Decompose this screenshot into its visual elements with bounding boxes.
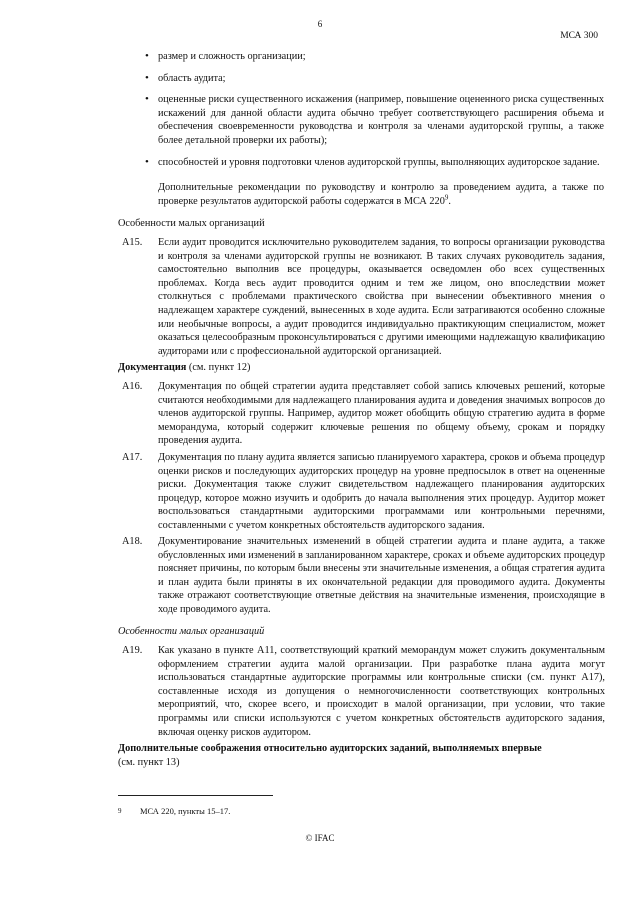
list-item: [145, 50, 604, 64]
paragraph-text: Документирование значительных изменений в общей стратегии аудита и плане аудита, а также обусловленных ими изменений в запланированном характере, сроках и объеме аудиторских процедур поясняет причины, по которым были внесены эти значительные изменения, а общая стратегия аудита и план аудита были приняты в их окончательной редакции для проводимого аудита. Документы также отражают соответствующие ответные действия на значительные изменения, происходящие в ходе проводимого аудита.: [158, 536, 605, 615]
heading-ref: (см. пункт 13): [118, 756, 180, 768]
paragraph-text: Документация по плану аудита является записью планируемого характера, сроков и объема процедур оценки рисков и последующих аудиторских процедур на уровне предпосылок в ответ на оцененные риски. Документация также служит свидетельством надлежащего планирования аудиторских процедур, которое можно изучить и одобрить до начала выполнения этих процедур. Аудитор может воспользоваться стандартными аудиторскими программами или контрольными перечнями, составленными с учетом конкретных обстоятельств аудиторского задания.: [158, 452, 605, 531]
list-item: [145, 155, 604, 170]
footnote-divider: [118, 795, 273, 796]
first-engagement-heading: [118, 742, 605, 769]
heading-bold: Документация: [118, 362, 187, 373]
paragraph-number: A19.: [122, 645, 143, 656]
list-item: [145, 93, 604, 147]
paragraph-a18: [122, 535, 605, 617]
paragraph-a17: [122, 451, 605, 533]
heading-bold: Дополнительные соображения относительно аудиторских заданий, выполняемых впервые: [118, 743, 542, 754]
additional-guidance: [158, 181, 604, 208]
standard-code: МСА 300: [560, 31, 598, 41]
small-entities-heading-2: Особенности малых организаций: [118, 626, 265, 637]
bullet-text: размер и сложность организации;: [158, 51, 306, 62]
heading-ref: (см. пункт 12): [186, 362, 251, 373]
paragraph-a16: [122, 380, 605, 448]
bullet-text: область аудита;: [158, 72, 226, 84]
bullet-text: способностей и уровня подготовки членов аудиторской группы, выполняющих аудиторское задание.: [158, 156, 600, 168]
bullet-icon: •: [145, 50, 149, 62]
small-entities-heading: Особенности малых организаций: [118, 218, 265, 229]
paragraph-number: A17.: [122, 452, 143, 463]
paragraph-number: A18.: [122, 536, 143, 547]
paragraph-a15: [122, 236, 605, 358]
paragraph-text: Если аудит проводится исключительно руководителем задания, то вопросы организации руководства и контроля за членами аудиторской группы не возникают. В таких случаях руководитель задания, самостоятельно выполнив все процедуры, оказывается осведомлен обо всех существенных проблемах. Когда весь аудит проводится одним и тем же лицом, оно впоследствии может столкнуться с проблемами практического свойства при вынесении объективного мнения о надлежащем характере суждений, вынесенных в ходе аудита. Если затрагиваются особенно сложные или необычные вопросы, а аудит проводится индивидуально практикующим специалистом, может оказаться целесообразным проконсультироваться с другими имеющими надлежащую квалификацию аудиторами или с профессиональной аудиторской организацией.: [158, 237, 605, 357]
bullet-icon: •: [145, 71, 149, 84]
paragraph-number: A15.: [122, 237, 143, 248]
additional-text: Дополнительные рекомендации по руководству и контролю за проведением аудита, а также по проверке результатов аудиторской работы содержатся в МСА 220: [158, 182, 604, 207]
footnote-text: МСА 220, пункты 15–17.: [140, 806, 231, 816]
list-item: [145, 71, 604, 86]
footnote-ref[interactable]: 9: [444, 193, 449, 202]
paragraph-text: Как указано в пункте A11, соответствующий краткий меморандум может служить документальным оформлением стратегии аудита малой организации. При разработке плана аудита могут использоваться стандартные аудиторские программы или контрольные списки (см. пункт A17), составленные исходя из допущения о немногочисленности соответствующих контрольных мероприятий, что, скорее всего, и происходит в малой организации, при условии, что такие программы или списки используются с учетом конкретных обстоятельств аудиторского задания, включая оценку рисков аудитором.: [158, 645, 605, 738]
paragraph-a19: [122, 644, 605, 739]
footnote-mark: 9: [118, 807, 122, 815]
bullet-text: оцененные риски существенного искажения (например, повышение оцененного риска существенных искажений для данной области аудита обычно требует соответствующего расширения объема и обеспечения своевременности руководства и контроля за членами аудиторской группы, а также более детальной проверки их работы);: [158, 94, 604, 146]
documentation-heading: [118, 361, 250, 375]
bullet-list: [145, 50, 604, 177]
paragraph-number: A16.: [122, 381, 143, 392]
bullet-icon: •: [145, 93, 149, 106]
page-footer: © IFAC: [305, 833, 335, 843]
page-number: 6: [317, 19, 323, 29]
footnote: [118, 805, 230, 819]
paragraph-text: Документация по общей стратегии аудита представляет собой запись ключевых решений, которые считаются необходимыми для надлежащего планирования аудита и доведения значимых вопросов до членов аудиторской группы. Например, аудитор может обобщить общую стратегию аудита в форме меморандума, который содержит ключевые решения по общему объему, срокам и порядку проведения аудита.: [158, 381, 605, 447]
bullet-icon: •: [145, 155, 149, 168]
additional-end: .: [448, 195, 451, 207]
